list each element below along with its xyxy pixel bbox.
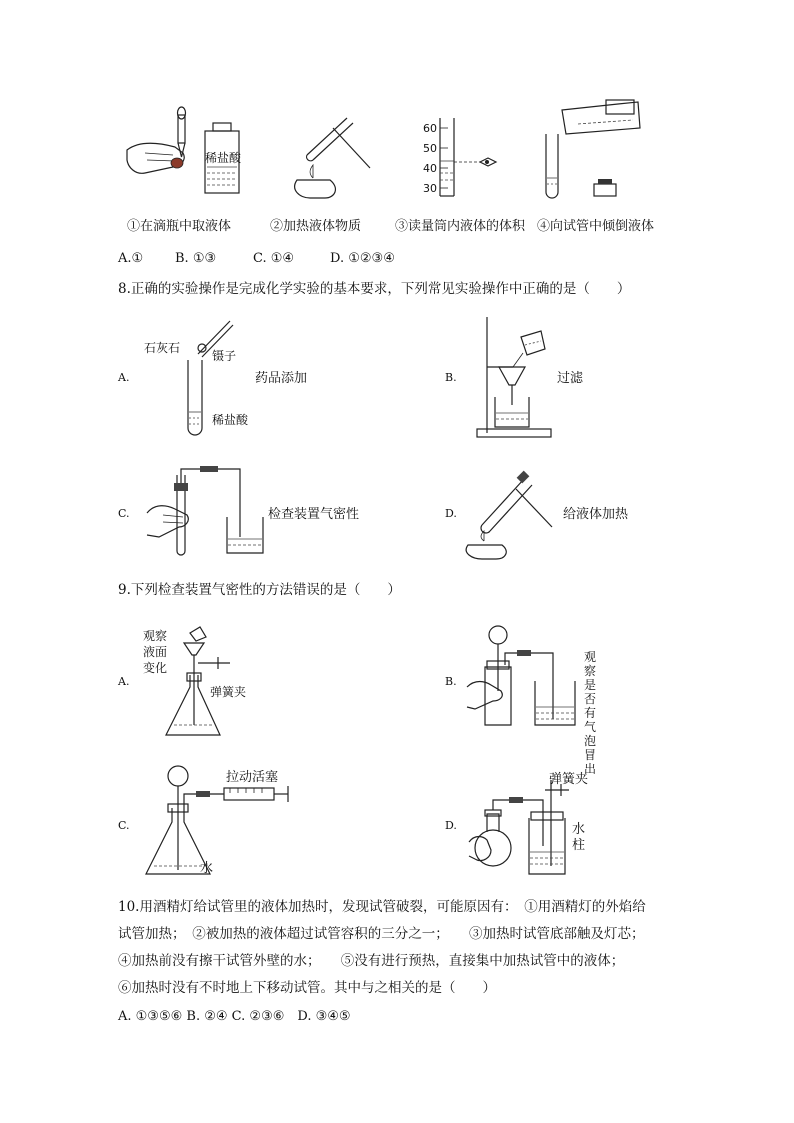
q9-option-c-letter[interactable]: C. [118, 819, 130, 832]
q8b-filtration-illustration [475, 315, 555, 440]
q9a-label-clip: 弹簧夹 [210, 685, 247, 699]
q9a-funnel-flask-illustration [160, 615, 260, 745]
q7-caption-2: ②加热液体物质 [270, 219, 362, 234]
q8a-label-add-reagent: 药品添加 [255, 371, 308, 386]
q8a-label-tweezers: 镊子 [212, 349, 237, 363]
q10-options[interactable]: A. ①③⑤⑥ B. ②④ C. ②③⑥ D. ③④⑤ [118, 1009, 351, 1024]
q7-caption-1: ①在滴瓶中取液体 [127, 219, 232, 234]
q9a-label-change: 变化 [143, 661, 168, 675]
cyl-tick-30: 30 [423, 182, 437, 195]
q8a-label-limestone: 石灰石 [144, 341, 181, 355]
q10-line-2: 试管加热； ②被加热的液体超过试管容积的三分之一； ③加热时试管底部触及灯芯； [118, 926, 645, 942]
q8-option-a-letter[interactable]: A. [118, 371, 130, 384]
q8-stem: 8.正确的实验操作是完成化学实验的基本要求，下列常见实验操作中正确的是（ ） [118, 281, 631, 297]
q8c-label-airtight: 检查装置气密性 [268, 507, 360, 522]
q8d-label-heat-liquid: 给液体加热 [563, 507, 629, 522]
q9c-label-pull-piston: 拉动活塞 [226, 770, 279, 785]
q9d-label-clip: 弹簧夹 [549, 772, 589, 787]
q10-line-3: ④加热前没有擦干试管外壁的水； ⑤没有进行预热，直接集中加热试管中的液体； [118, 953, 625, 969]
q7-option-b[interactable]: B. ①③ [175, 251, 217, 266]
q9d-label-water-column: 水柱 [572, 822, 586, 853]
q9-option-b-letter[interactable]: B. [445, 675, 457, 688]
q10-line-1: 10.用酒精灯给试管里的液体加热时，发现试管破裂，可能原因有： ①用酒精灯的外焰给 [118, 899, 646, 915]
heating-liquid-illustration [285, 110, 375, 200]
q8-option-d-letter[interactable]: D. [445, 507, 457, 520]
q9-option-a-letter[interactable]: A. [118, 675, 130, 688]
q8c-airtightness-illustration [145, 465, 270, 560]
q9a-label-observe: 观察 [143, 629, 168, 643]
bottle-label: 稀盐酸 [205, 151, 242, 165]
q9b-bottle-hand-illustration [465, 625, 585, 730]
q7-option-d[interactable]: D. ①②③④ [330, 251, 395, 266]
cyl-tick-60: 60 [423, 122, 437, 135]
cyl-tick-50: 50 [423, 142, 437, 155]
q7-caption-4: ④向试管中倾倒液体 [537, 219, 655, 234]
q9a-label-level: 液面 [143, 645, 168, 659]
q7-caption-3: ③读量筒内液体的体积 [395, 219, 526, 234]
q8-option-b-letter[interactable]: B. [445, 371, 457, 384]
q8b-label-filter: 过滤 [557, 371, 584, 386]
q7-option-a[interactable]: A.① [118, 251, 144, 266]
q9-option-d-letter[interactable]: D. [445, 819, 457, 832]
q9-stem: 9.下列检查装置气密性的方法错误的是（ ） [118, 582, 401, 598]
q7-option-c[interactable]: C. ①④ [253, 251, 295, 266]
q9b-label-bubbles: 观察是否有气泡冒出 [584, 650, 597, 776]
cyl-tick-40: 40 [423, 162, 437, 175]
q9c-label-water: 水 [200, 861, 214, 876]
q8a-label-hcl: 稀盐酸 [212, 413, 249, 427]
q10-line-4: ⑥加热时没有不时地上下移动试管。其中与之相关的是（ ） [118, 980, 496, 996]
q8d-heating-illustration [460, 465, 560, 560]
pouring-illustration [538, 100, 648, 200]
q8-option-c-letter[interactable]: C. [118, 507, 130, 520]
